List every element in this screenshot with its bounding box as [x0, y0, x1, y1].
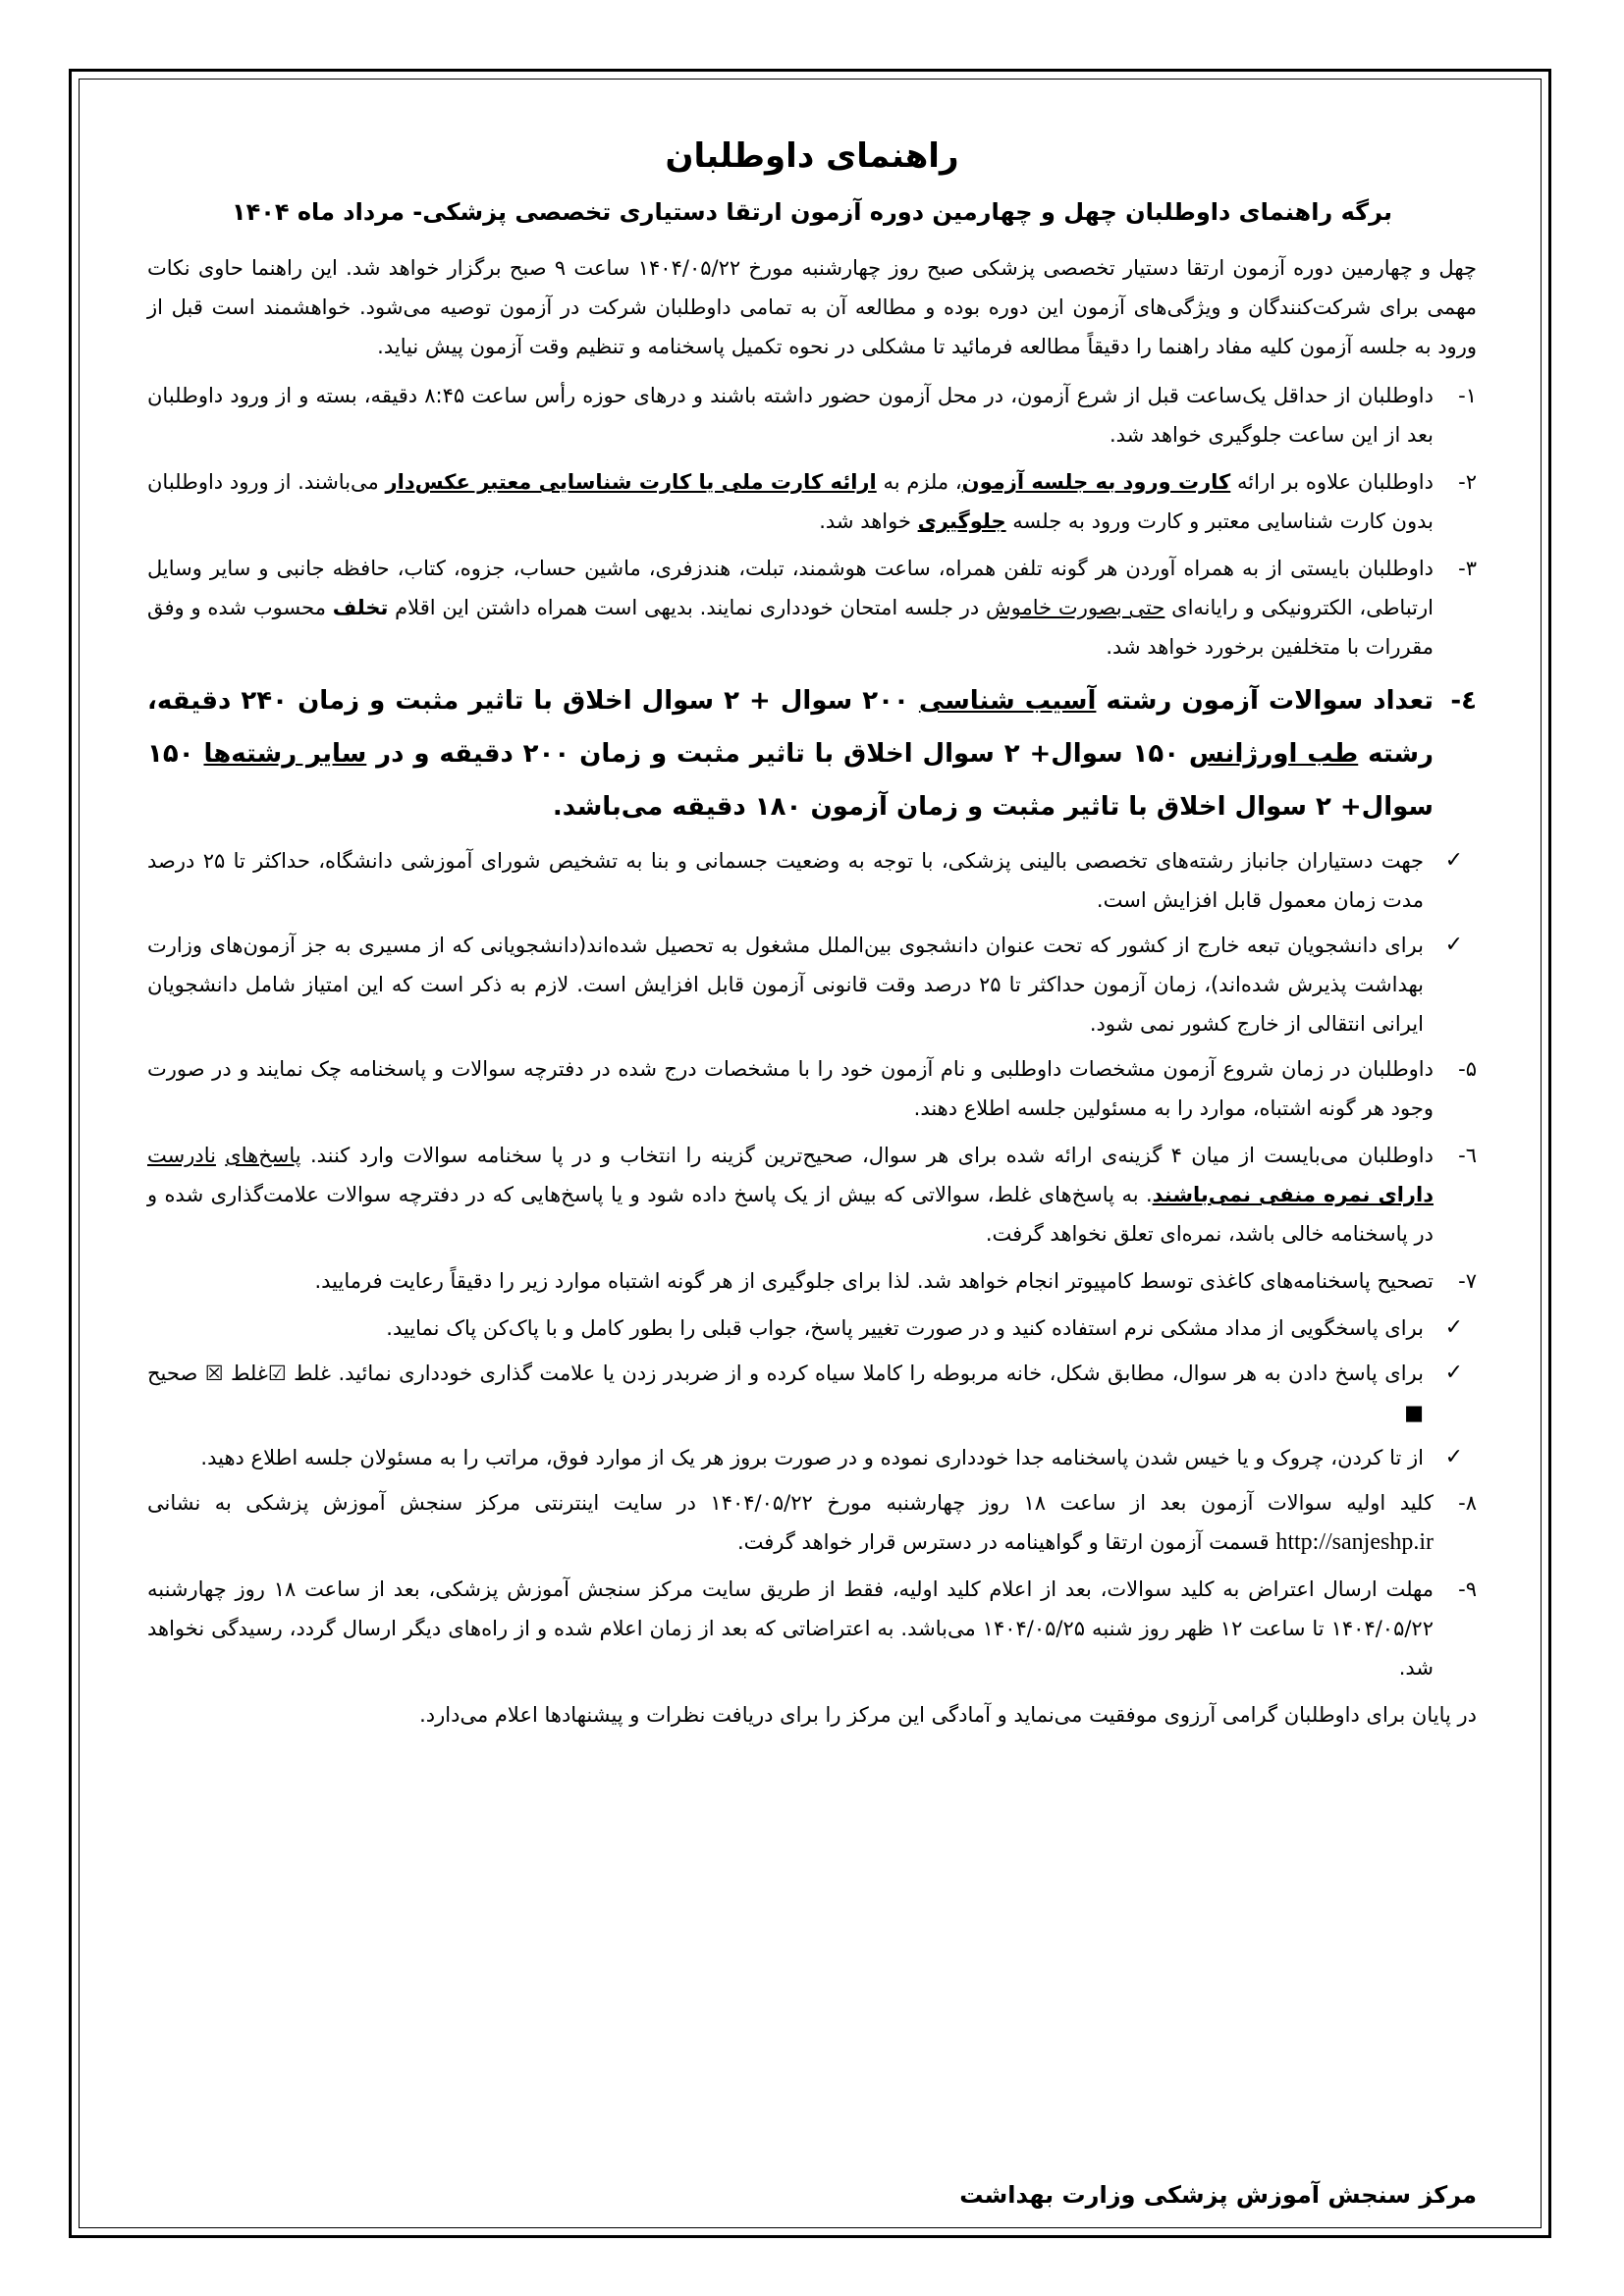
- list-item-5: [147, 1049, 1477, 1128]
- document-subtitle: برگه راهنمای داوطلبان چهل و چهارمین دوره آزمون ارتقا دستیاری تخصصی پزشکی- مرداد ماه ۱۴۰۴: [231, 198, 1393, 226]
- intro-paragraph: چهل و چهارمین دوره آزمون ارتقا دستیار تخصصی پزشکی صبح روز چهارشنبه مورخ ۱۴۰۴/۰۵/۲۲ ساعت ۹ صبح برگزار خواهد شد. این راهنما حاوی نکات مهمی برای شرکت‌کنندگان و ویژگی‌های آزمون این دوره بوده و مطالعه آن به تمامی داوطلبان شرکت در آزمون توصیه می‌شود. خواهشمند است قبل از ورود به جلسه آزمون کلیه مفاد راهنما را دقیقاً مطالعه فرمائید تا مشکلی در نحوه تکمیل پاسخنامه و تنظیم وقت آزمون پیش نیاید.: [147, 256, 1477, 358]
- closing-paragraph: در پایان برای داوطلبان گرامی آرزوی موفقیت می‌نماید و آمادگی این مرکز را برای دریافت نظرات و پیشنهادها اعلام می‌دارد.: [419, 1703, 1477, 1727]
- check-item-international: [147, 926, 1463, 1043]
- text-run: داوطلبان علاوه بر ارائه: [1230, 470, 1434, 494]
- emphasis-prevent: جلوگیری: [917, 509, 1006, 533]
- wrong-label: غلط: [230, 1362, 268, 1385]
- text-run: داوطلبان می‌بایست از میان ۴ گزینه‌ی ارائه شده برای هر سوال، صحیح‌ترین گزینه را انتخاب و در پا سخنامه سوالات وارد کنند.: [300, 1144, 1434, 1167]
- check-text: برای پاسخگویی از مداد مشکی نرم استفاده کنید و در صورت تغییر پاسخ، جواب قبلی را بطور کامل و با پاک‌کن پاک نمایید.: [386, 1316, 1424, 1340]
- item-text: [147, 1483, 1434, 1562]
- list-item-4: [147, 674, 1477, 833]
- text-run: ۱۵۰ سوال+ ۲ سوال اخلاق با تاثیر مثبت و زمان ۲۰۰ دقیقه و در: [366, 739, 1189, 769]
- check-item-fill: [147, 1354, 1463, 1432]
- check-item-veterans: [147, 841, 1463, 920]
- list-item-1: [147, 376, 1477, 454]
- check-text: جهت دستیاران جانباز رشته‌های تخصصی بالینی پزشکی، با توجه به وضعیت جسمانی و بنا به تشخیص شورای آموزشی دانشگاه، حداکثر تا ۲۵ درصد مدت زمان معمول قابل افزایش است.: [147, 849, 1424, 912]
- check-text: [147, 1354, 1424, 1432]
- emphasis-no-negative: دارای نمره منفی نمی‌باشند: [1152, 1183, 1434, 1206]
- emphasis-other-fields: سایر رشته‌ها: [203, 739, 367, 769]
- document-title: راهنمای داوطلبان: [665, 136, 959, 176]
- item-text: تصحیح پاسخنامه‌های کاغذی توسط کامپیوتر انجام خواهد شد. لذا برای جلوگیری از هر گونه اشتباه موارد زیر را دقیقاً رعایت فرمایید.: [314, 1269, 1434, 1293]
- item-number: ۹-: [1458, 1577, 1477, 1601]
- document-content: [147, 133, 1477, 1755]
- emphasis-violation: تخلف: [332, 596, 389, 619]
- list-item-3: [147, 549, 1477, 667]
- item-number: ۱-: [1458, 384, 1477, 407]
- text-run: ، ملزم به: [876, 470, 962, 494]
- signature: مرکز سنجش آموزش پزشکی وزارت بهداشت: [959, 2181, 1477, 2209]
- text-run: تعداد سوالات آزمون رشته: [1096, 686, 1435, 716]
- list-item-2: [147, 462, 1477, 541]
- item-text: مهلت ارسال اعتراض به کلید سوالات، بعد از اعلام کلید اولیه، فقط از طریق سایت مرکز سنجش آموزش پزشکی، بعد از ساعت ۱۸ روز چهارشنبه ۱۴۰۴/۰۵/۲۲ تا ساعت ۱۲ ظهر روز شنبه ۱۴۰۴/۰۵/۲۵ می‌باشد. به اعتراضاتی که بعد از زمان اعلام شده و از راه‌های دیگر ارسال گردد، رسیدگی نخواهد شد.: [147, 1577, 1434, 1680]
- item-number: ۵-: [1458, 1057, 1477, 1081]
- text-run: قسمت آزمون ارتقا و گواهینامه در دسترس قرار خواهد گرفت.: [736, 1530, 1276, 1554]
- wrong-label: غلط: [294, 1362, 331, 1385]
- emphasis-even-off: حتی بصورت خاموش: [986, 596, 1165, 619]
- checkmark-icon: ✓: [1444, 1445, 1463, 1469]
- emphasis-wrong: نادرست: [147, 1144, 216, 1167]
- list-item-7: [147, 1261, 1477, 1301]
- text-run: . به پاسخ‌های غلط، سوالاتی که بیش از یک پاسخ داده شود و یا پاسخ‌هایی که در دفترچه سوالات علامت‌گذاری شده و در پاسخنامه خالی باشد، نمره‌ای تعلق نخواهد گرفت.: [147, 1183, 1434, 1246]
- item-text: [147, 1136, 1434, 1254]
- item-text: [147, 549, 1434, 667]
- item-text: داوطلبان در زمان شروع آزمون مشخصات داوطلبی و نام آزمون خود را با مشخصات درج شده در دفترچه سوالات و پاسخنامه چک نمایند و در صورت وجود هر گونه اشتباه، موارد را به مسئولین جلسه اطلاع دهند.: [147, 1057, 1434, 1120]
- check-item-pencil: [147, 1308, 1463, 1348]
- item-number: ۸-: [1458, 1491, 1477, 1515]
- text-run: کلید اولیه سوالات آزمون بعد از ساعت ۱۸ روز چهارشنبه مورخ ۱۴۰۴/۰۵/۲۲ در سایت اینترنتی مرکز سنجش آموزش پزشکی به نشانی: [147, 1491, 1435, 1515]
- text-run: داوطلبان بایستی از به همراه آوردن هر گونه تلفن همراه، ساعت هوشمند، تبلت، هندزفری، ماشین حساب، جزوه، کتاب، حافظه جانبی و سایر وسایل ارتباطی، الکترونیکی و رایانه‌ای: [147, 557, 1434, 619]
- text-run: [216, 1144, 225, 1167]
- check-text: از تا کردن، چروک و یا خیس شدن پاسخنامه جدا خودداری نموده و در صورت بروز هر یک از موارد فوق، مراتب را به مسئولان جلسه اطلاع دهید.: [200, 1446, 1424, 1469]
- check-text: برای دانشجویان تبعه خارج از کشور که تحت عنوان دانشجوی بین‌الملل مشغول به تحصیل شده‌اند(دانشجویانی که از مسیری به جز آزمون‌های وزارت بهداشت پذیرش شده‌اند)، زمان آزمون حداکثر تا ۲۵ درصد وقت قانونی آزمون قابل افزایش است. لازم به ذکر است که این امتیاز شامل دانشجویان ایرانی انتقالی از خارج کشور نمی شود.: [147, 934, 1424, 1036]
- item-text: داوطلبان از حداقل یک‌ساعت قبل از شرع آزمون، در محل آزمون حضور داشته باشند و درهای حوزه رأس ساعت ۸:۴۵ دقیقه، بسته و از ورود داوطلبان بعد از این ساعت جلوگیری خواهد شد.: [147, 384, 1434, 447]
- item-number: ٦-: [1458, 1144, 1477, 1167]
- item-number: ٤-: [1450, 686, 1477, 716]
- list-item-9: [147, 1570, 1477, 1687]
- text-run: در جلسه امتحان خودداری نمایند. بدیهی است همراه داشتن این اقلام: [388, 596, 987, 619]
- emphasis-pathology: آسیب شناسی: [918, 686, 1097, 716]
- item-number: ۳-: [1458, 557, 1477, 580]
- checkmark-icon: ✓: [1444, 848, 1463, 873]
- list-item-6: [147, 1136, 1477, 1254]
- text-run: ۲۰۰ سوال + ۲ سوال اخلاق با تاثیر مثبت و زمان ۲۴۰ دقیقه، رشته: [147, 686, 1435, 769]
- crossed-box-icon: ☒: [204, 1362, 224, 1385]
- item-text: [147, 462, 1434, 541]
- checkmark-icon: ✓: [1444, 933, 1463, 957]
- emphasis-id-card: ارائه کارت ملی یا کارت شناسایی معتبر عکس‌دار: [385, 470, 877, 494]
- text-run: خواهد شد.: [819, 509, 918, 533]
- emphasis-emergency: طب اورژانس: [1188, 739, 1359, 769]
- emphasis-entry-card: کارت ورود به جلسه آزمون: [961, 470, 1231, 494]
- website-link[interactable]: http://sanjeshp.ir: [1275, 1529, 1434, 1555]
- text-run: ۱۵۰ سوال+ ۲ سوال اخلاق با تاثیر مثبت و زمان آزمون ۱۸۰ دقیقه می‌باشد.: [147, 739, 1434, 822]
- text-run: محسوب شده و وفق مقررات با متخلفین برخورد خواهد شد.: [147, 596, 1434, 659]
- checkmark-icon: ✓: [1444, 1315, 1463, 1340]
- item-number: ۲-: [1458, 470, 1477, 494]
- check-item-fold: [147, 1438, 1463, 1477]
- right-label: صحیح: [147, 1362, 198, 1385]
- filled-box-icon: ■: [1404, 1401, 1424, 1424]
- item-text: [147, 674, 1434, 833]
- emphasis-answers: پاسخ‌های: [225, 1144, 301, 1167]
- list-item-8: [147, 1483, 1477, 1562]
- text-run: می‌باشند. از ورود داوطلبان بدون کارت شناسایی معتبر و کارت ورود به جلسه: [147, 470, 1434, 533]
- item-number: ۷-: [1458, 1269, 1477, 1293]
- checkmark-icon: ✓: [1444, 1361, 1463, 1385]
- checked-box-icon: ☑: [267, 1362, 287, 1385]
- text-run: برای پاسخ دادن به هر سوال، مطابق شکل، خانه مربوطه را کاملا سیاه کرده و از ضربدر زدن یا علامت گذاری خودداری نمائید.: [338, 1362, 1424, 1385]
